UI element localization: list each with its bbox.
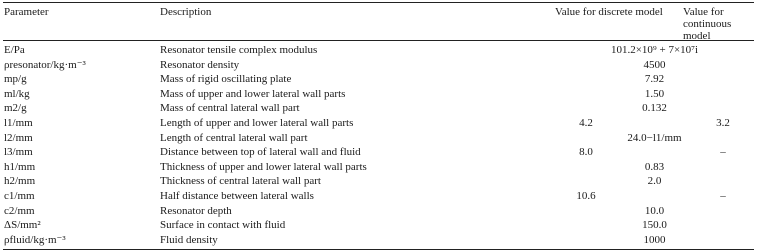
description-cell: Distance between top of lateral wall and fluid xyxy=(160,146,361,159)
continuous-value-cell: – xyxy=(720,190,726,202)
description-cell: Thickness of central lateral wall part xyxy=(160,175,321,188)
shared-value-cell: 2.0 xyxy=(647,175,662,188)
shared-value-cell: 7.92 xyxy=(644,73,665,86)
shared-value-cell: 0.83 xyxy=(644,160,665,173)
parameter-cell: h1/mm xyxy=(4,160,36,173)
header-discrete-value: Value for discrete model xyxy=(555,6,663,18)
table-row xyxy=(0,219,757,232)
discrete-value-cell: 10.6 xyxy=(576,190,596,202)
table-row xyxy=(0,175,757,188)
description-cell: Surface in contact with fluid xyxy=(160,219,286,232)
shared-value-cell: 10.0 xyxy=(644,204,665,217)
parameter-cell: E/Pa xyxy=(4,44,25,56)
description-cell: Length of central lateral wall part xyxy=(160,131,308,144)
description-cell: Mass of rigid oscillating plate xyxy=(160,73,292,86)
description-cell: Length of upper and lower lateral wall parts xyxy=(160,117,354,129)
parameter-cell: c2/mm xyxy=(4,204,35,217)
table-row xyxy=(0,102,757,115)
parameter-cell: ρresonator/kg·m⁻³ xyxy=(4,58,86,71)
table-row xyxy=(0,234,757,247)
description-cell: Fluid density xyxy=(160,233,218,246)
parameter-cell: l2/mm xyxy=(4,131,33,144)
bottom-rule xyxy=(3,249,754,250)
header-continuous-value: Value for continuous model xyxy=(683,6,732,42)
discrete-value-cell: 8.0 xyxy=(579,146,593,159)
table-row xyxy=(0,190,757,203)
shared-value-cell: 101.2×10⁹ + 7×10⁷i xyxy=(610,44,699,56)
description-cell: Mass of upper and lower lateral wall parts xyxy=(160,87,346,100)
top-rule xyxy=(3,2,754,3)
table-row xyxy=(0,161,757,174)
parameter-cell: ΔS/mm² xyxy=(4,219,41,232)
parameter-cell: ρfluid/kg·m⁻³ xyxy=(4,233,66,246)
description-cell: Resonator tensile complex modulus xyxy=(160,44,318,56)
description-cell: Resonator density xyxy=(160,58,240,71)
description-cell: Thickness of upper and lower lateral wall parts xyxy=(160,160,367,173)
table-row xyxy=(0,146,757,159)
discrete-value-cell: 4.2 xyxy=(579,117,593,129)
description-cell: Mass of central lateral wall part xyxy=(160,102,300,115)
parameter-cell: ml/kg xyxy=(4,87,30,100)
table-row xyxy=(0,73,757,86)
table-row xyxy=(0,88,757,101)
table-row xyxy=(0,44,757,57)
header-rule xyxy=(3,40,754,41)
parameter-cell: c1/mm xyxy=(4,190,35,202)
shared-value-cell: 0.132 xyxy=(642,102,667,115)
table-row xyxy=(0,59,757,72)
continuous-value-cell: – xyxy=(720,146,726,159)
shared-value-cell: 150.0 xyxy=(642,219,667,232)
parameter-cell: h2/mm xyxy=(4,175,36,188)
header-parameter: Parameter xyxy=(4,6,49,18)
header-description: Description xyxy=(160,6,212,18)
table-row xyxy=(0,117,757,130)
parameter-cell: l3/mm xyxy=(4,146,33,159)
continuous-value-cell: 3.2 xyxy=(716,117,730,129)
shared-value-cell: 24.0−l1/mm xyxy=(627,131,682,144)
table-row xyxy=(0,205,757,218)
description-cell: Half distance between lateral walls xyxy=(160,190,314,202)
parameter-cell: l1/mm xyxy=(4,117,33,129)
table-row xyxy=(0,132,757,145)
parameter-cell: m2/g xyxy=(4,102,27,115)
shared-value-cell: 1.50 xyxy=(644,87,665,100)
description-cell: Resonator depth xyxy=(160,204,232,217)
shared-value-cell: 4500 xyxy=(643,58,666,71)
parameter-cell: mp/g xyxy=(4,73,27,86)
shared-value-cell: 1000 xyxy=(643,233,666,246)
